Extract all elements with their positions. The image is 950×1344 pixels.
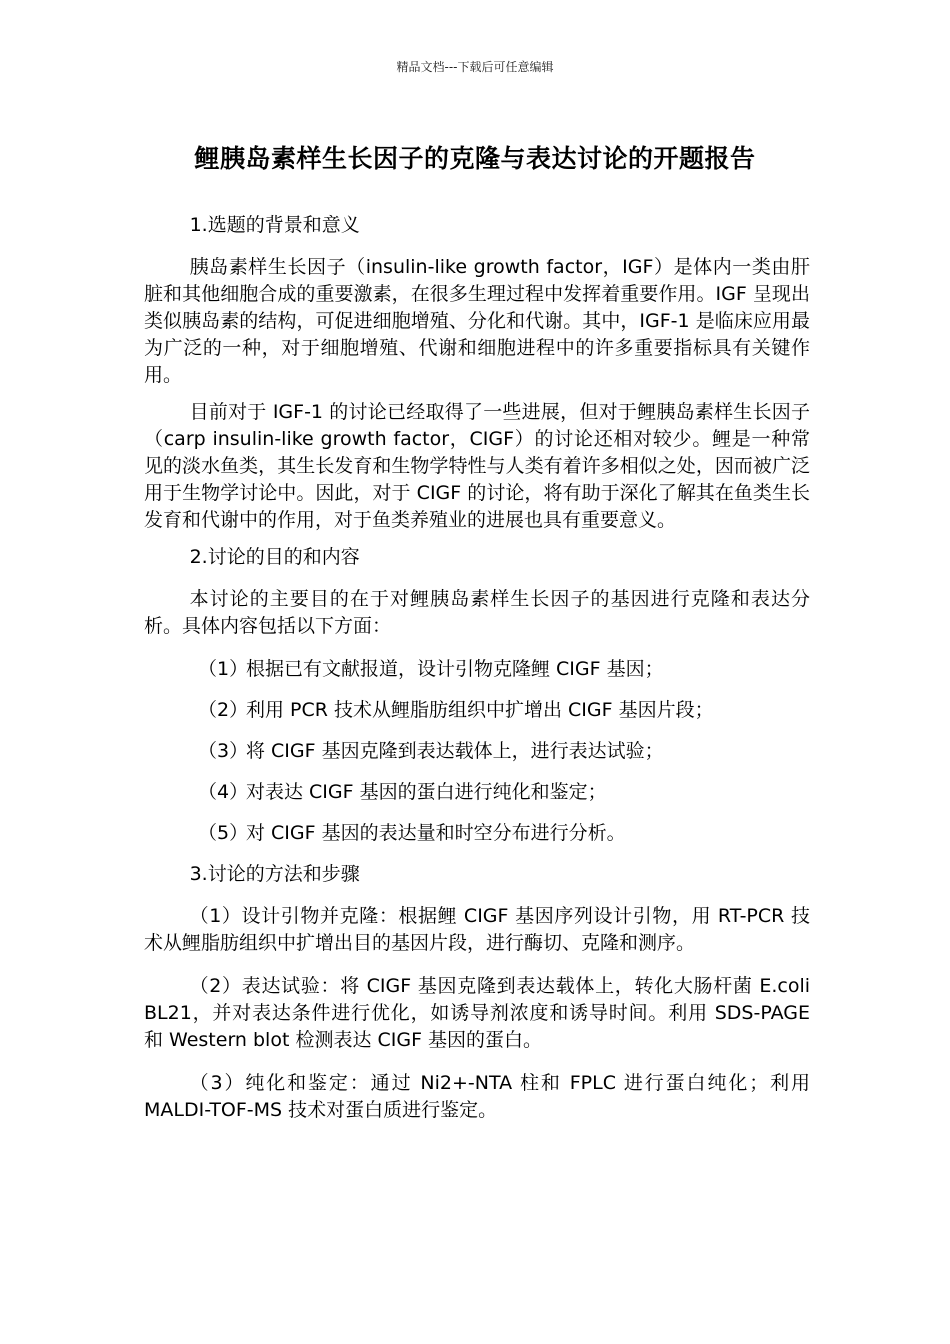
list-item xyxy=(144,738,810,765)
section1-paragraph-2: 目前对于 IGF-1 的讨论已经取得了一些进展，但对于鲤胰岛素样生长因子（carp insulin-like growth factor，CIGF）的讨论还相对较少。鲤是一种常见的淡水鱼类，其生长发育和生物学特性与人类有着许多相似之处，因而被广泛用于生物学讨论中。因此，对于 CIGF 的讨论，将有助于深化了解其在鱼类生长发育和代谢中的作用，对于鱼类养殖业的进展也具有重要意义。 xyxy=(144,401,810,531)
list-item-text: 根据已有文献报道，设计引物克隆鲤 CIGF 基因； xyxy=(246,658,664,680)
list-item-number: （3） xyxy=(198,740,249,762)
section1-heading: 1.选题的背景和意义 xyxy=(189,214,360,236)
list-item-text: 对表达 CIGF 基因的蛋白进行纯化和鉴定； xyxy=(246,781,607,803)
list-item-number: （5） xyxy=(198,822,249,844)
list-item-number: （1） xyxy=(198,658,249,680)
page-header: 精品文档---下载后可任意编辑 xyxy=(396,60,554,74)
list-item xyxy=(144,779,810,806)
list-item xyxy=(144,656,810,683)
document-title: 鲤胰岛素样生长因子的克隆与表达讨论的开题报告 xyxy=(194,144,756,173)
list-item-number: （2） xyxy=(198,699,249,721)
section3-heading: 3.讨论的方法和步骤 xyxy=(189,863,360,885)
document-body xyxy=(144,212,810,1134)
list-item-text: 利用 PCR 技术从鲤脂肪组织中扩增出 CIGF 基因片段； xyxy=(246,699,714,721)
section3-paragraph-2: （2）表达试验：将 CIGF 基因克隆到表达载体上，转化大肠杆菌 E.coli BL21，并对表达条件进行优化，如诱导剂浓度和诱导时间。利用 SDS-PAGE 和 Western blot 检测表达 CIGF 基因的蛋白。 xyxy=(144,975,810,1051)
section3-paragraph-1: （1）设计引物并克隆：根据鲤 CIGF 基因序列设计引物，用 RT-PCR 技术从鲤脂肪组织中扩增出目的基因片段，进行酶切、克隆和测序。 xyxy=(144,905,810,954)
section3-paragraph-3: （3）纯化和鉴定：通过 Ni2+-NTA 柱和 FPLC 进行蛋白纯化；利用 MALDI-TOF-MS 技术对蛋白质进行鉴定。 xyxy=(144,1072,810,1121)
list-item-text: 将 CIGF 基因克隆到表达载体上，进行表达试验； xyxy=(246,740,664,762)
list-item-text: 对 CIGF 基因的表达量和时空分布进行分析。 xyxy=(246,822,626,844)
section2-intro: 本讨论的主要目的在于对鲤胰岛素样生长因子的基因进行克隆和表达分析。具体内容包括以下方面： xyxy=(144,588,810,637)
section1-paragraph-1: 胰岛素样生长因子（insulin-like growth factor，IGF）是体内一类由肝脏和其他细胞合成的重要激素，在很多生理过程中发挥着重要作用。IGF 呈现出类似胰岛素的结构，可促进细胞增殖、分化和代谢。其中，IGF-1 是临床应用最为广泛的一种，对于细胞增殖、代谢和细胞进程中的许多重要指标具有关键作用。 xyxy=(144,256,810,386)
list-item xyxy=(144,820,810,847)
section2-heading: 2.讨论的目的和内容 xyxy=(189,546,360,568)
list-item-number: （4） xyxy=(198,781,249,803)
list-item xyxy=(144,697,810,724)
